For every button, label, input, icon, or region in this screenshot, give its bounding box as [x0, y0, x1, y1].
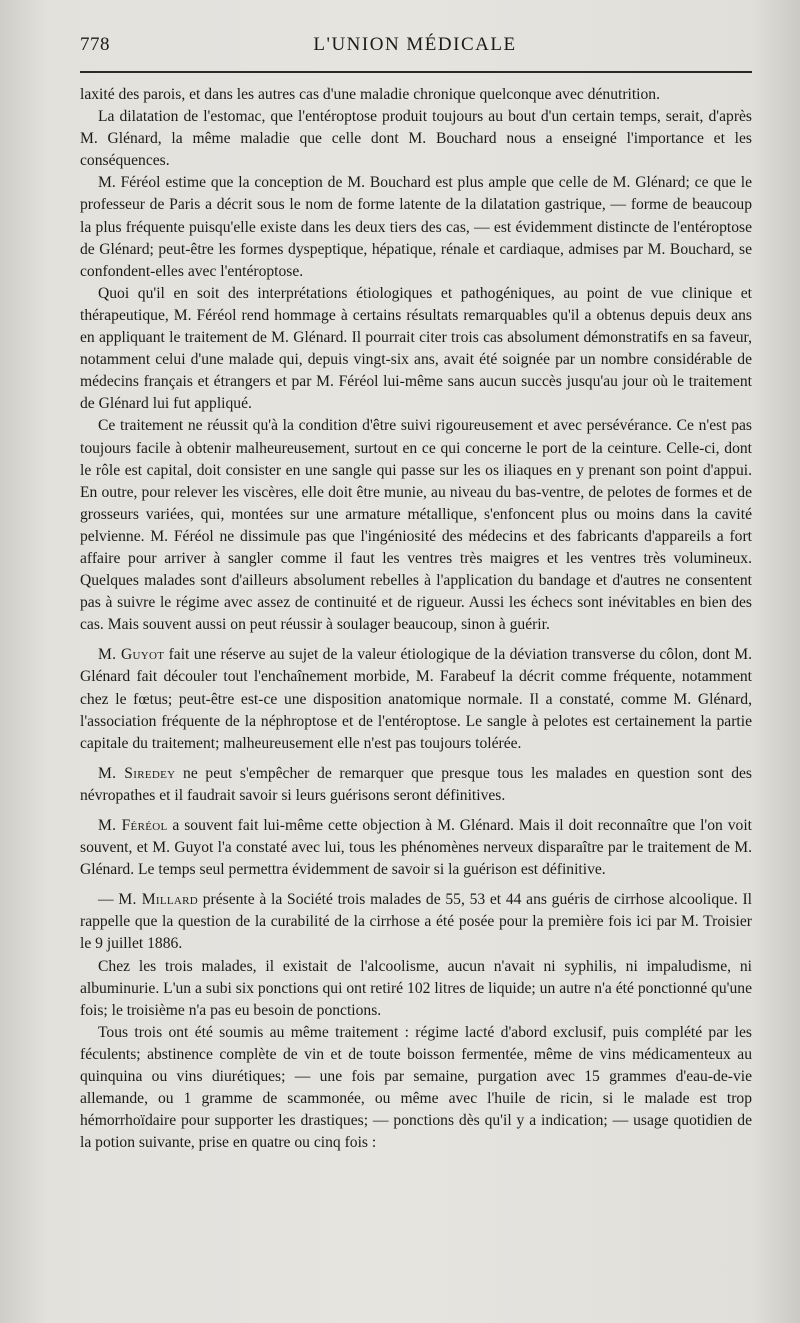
paragraph-text: La dilatation de l'estomac, que l'entéroptose produit toujours au bout d'un certain temps, serait, d'après M. Glénard, la même maladie que celle dont M. Bouchard nous a enseigné l'importance et les conséquences.: [80, 108, 752, 170]
page-header: [80, 34, 750, 64]
header-rule: [80, 71, 752, 73]
paragraph-text: présente à la Société trois malades de 55, 53 et 44 ans guéris de cirrhose alcoolique. Il rappelle que la question de la curabilité de la cirrhose a été posée pour la première fois ici par M. Troisier le 9 juillet 1886.: [80, 891, 752, 953]
paragraph-text: laxité des parois, et dans les autres cas d'une maladie chronique quelconque avec dénutrition.: [80, 86, 661, 103]
speaker-name: M. Féréol: [98, 817, 168, 834]
running-title: L'UNION MÉDICALE: [313, 34, 517, 55]
paragraph: [80, 644, 752, 754]
paragraph-text: Tous trois ont été soumis au même traitement : régime lacté d'abord exclusif, puis complété par les féculents; abstinence complète de vin et de toute boisson fermentée, même de vins médicamenteux au quinquina ou vins diurétiques; — une fois par semaine, purgation avec 15 grammes d'eau-de-vie allemande, ou 1 gramme de scammonée, ou même avec l'huile de ricin, si le malade est trop hémorrhoïdaire pour supporter les drastiques; — ponctions dès qu'il y a indication; — usage quotidien de la potion suivante, prise en quatre ou cinq fois :: [80, 1023, 752, 1152]
paragraph: [80, 1022, 752, 1155]
dash-prefix: —: [98, 891, 119, 909]
article-body: [80, 84, 752, 1154]
paragraph: [80, 283, 752, 416]
paragraph: [80, 106, 752, 172]
paragraph-text: Chez les trois malades, il existait de l'alcoolisme, aucun n'avait ni syphilis, ni impaludisme, ni albuminurie. L'un a subi six ponctions qui ont retiré 102 litres de liquide; un autre n'a été ponctionné qu'une fois; le troisième n'a pas eu besoin de ponctions.: [80, 957, 752, 1019]
paragraph: [80, 763, 752, 807]
paragraph: [80, 815, 752, 881]
speaker-name: M. Guyot: [98, 646, 165, 664]
paragraph-text: Quoi qu'il en soit des interprétations étiologiques et pathogéniques, au point de vue clinique et thérapeutique, M. Féréol rend hommage à certains résultats remarquables qu'il a obtenus depuis deux ans en appliquant le traitement de M. Glénard. Il pourrait citer trois cas absolument démonstratifs en sa faveur, notamment celui d'une malade qui, depuis vingt-six ans, avait été soignée par un nombre considérable de médecins français et étrangers et par M. Féréol lui-même sans aucun succès jusqu'au jour où le traitement de Glénard lui fut appliqué.: [80, 284, 752, 413]
paragraph-text: a souvent fait lui-même cette objection à M. Glénard. Mais il doit reconnaître que l'on voit souvent, et M. Guyot l'a constaté avec lui, tous les phénomènes nerveux disparaître par le traitement de M. Glénard. Le temps seul permettra évidemment de savoir si la guérison est définitive.: [80, 817, 752, 879]
paragraph-text: fait une réserve au sujet de la valeur étiologique de la déviation transverse du côlon, dont M. Glénard fait découler tout l'enchaînement morbide, M. Farabeuf la décrit comme fréquente, notamment chez le fœtus; peut-être est-ce une disposition anatomique normale. Il a constaté, comme M. Glénard, l'association fréquente de la néphroptose et de l'entéroptose. Le sangle à pelotes est certainement la partie capitale du traitement; malheureusement elle n'est pas toujours tolérée.: [80, 646, 752, 752]
paragraph: [80, 415, 752, 636]
paragraph: [80, 889, 752, 955]
paragraph-text: Ce traitement ne réussit qu'à la condition d'être suivi rigoureusement et avec persévérance. Ce n'est pas toujours facile à obtenir malheureusement, surtout en ce qui concerne le port de la ceinture. Celle-ci, dont le rôle est capital, doit consister en une sangle qui passe sur les os iliaques en y prenant son point d'appui. En outre, pour relever les viscères, elle doit être munie, au niveau du bas-ventre, de pelotes de formes et de grosseurs variées, qui, montées sur une armature métallique, s'enfoncent plus ou moins dans la cavité pelvienne. M. Féréol ne dissimule pas que l'ingéniosité des médecins et des fabricants d'appareils a fort affaire pour arriver à sangler comme il faut les ventres très maigres et les ventres très volumineux. Quelques malades sont d'ailleurs absolument rebelles à l'application du bandage et d'autres ne consentent pas à suivre le régime avec assez de continuité et de rigueur. Aussi les échecs sont inévitables en bien des cas. Mais souvent aussi on peut réussir à soulager beaucoup, sinon à guérir.: [80, 417, 752, 634]
paragraph: [80, 956, 752, 1022]
page-number: 778: [80, 34, 110, 55]
speaker-name: M. Millard: [118, 891, 199, 909]
paragraph: [80, 84, 752, 106]
paragraph: [80, 172, 752, 282]
speaker-name: M. Siredey: [98, 764, 176, 782]
paragraph-text: ne peut s'empêcher de remarquer que presque tous les malades en question sont des névropathes et il faudrait savoir si leurs guérisons seront définitives.: [80, 764, 752, 804]
paragraph-text: M. Féréol estime que la conception de M. Bouchard est plus ample que celle de M. Glénard; ce que le professeur de Paris a décrit sous le nom de forme latente de la dilatation gastrique, — forme de beaucoup la plus fréquente puisqu'elle existe dans les deux tiers des cas, — est évidemment distincte de l'entéroptose de Glénard; peut-être les formes dyspeptique, hépatique, rénale et cardiaque, admises par M. Bouchard, se confondent-elles avec l'entéroptose.: [80, 174, 752, 280]
